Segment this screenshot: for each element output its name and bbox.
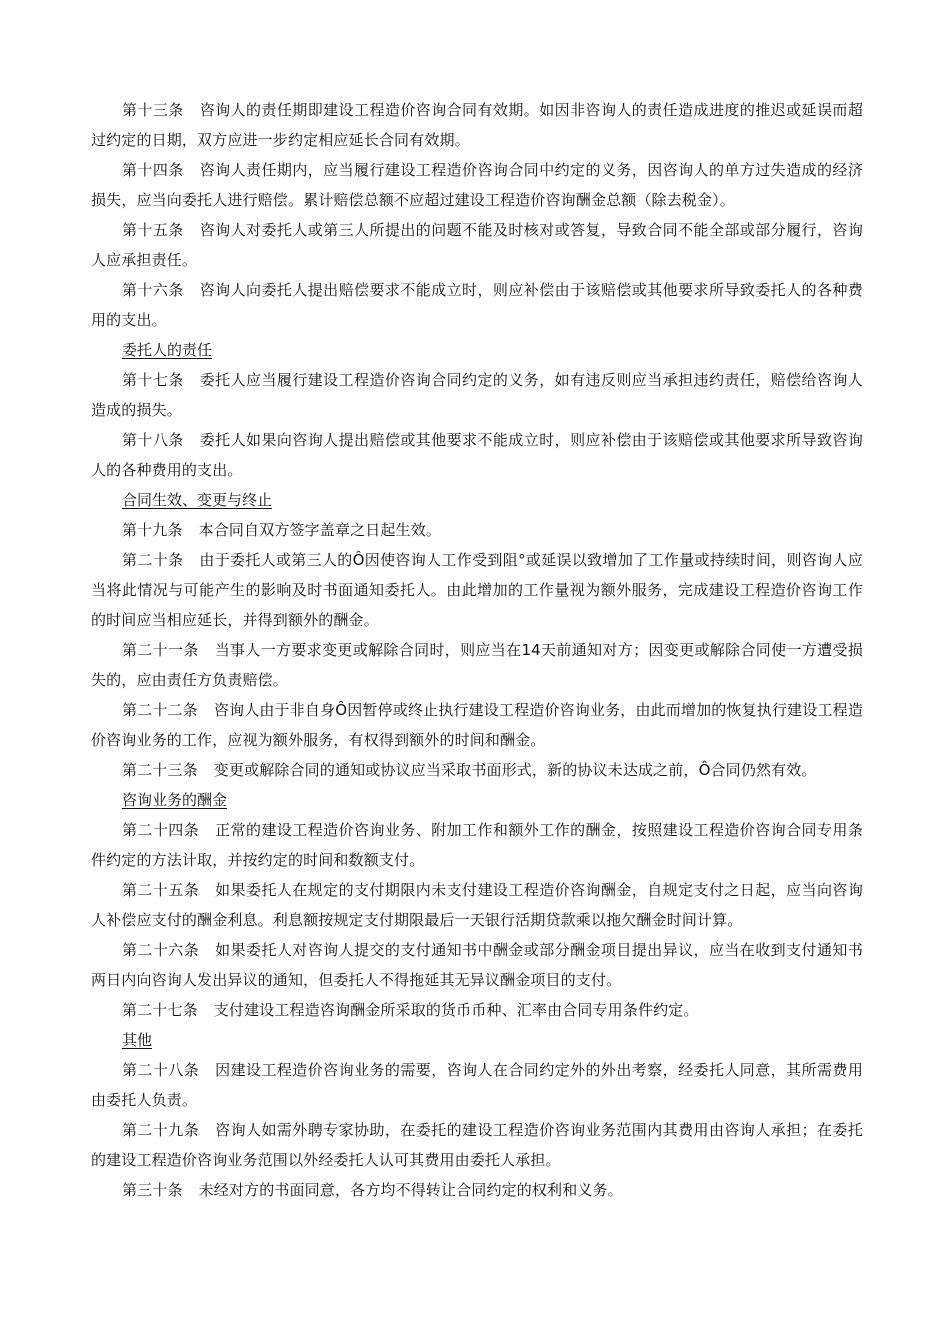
section-heading-text: 合同生效、变更与终止	[122, 491, 273, 509]
article-number: 第十九条	[122, 521, 183, 539]
article-text: 如果委托人在规定的支付期限内未支付建设工程造价咨询酬金，自规定支付之日起，应当向咨询人补偿应支付的酬金利息。利息额按规定支付期限最后一天银行活期贷款乘以拖欠酬金时间计算。	[91, 881, 863, 929]
article-number: 第二十九条	[122, 1121, 200, 1139]
article-text: 支付建设工程造咨询酬金所采取的货币币种、汇率由合同专用条件约定。	[213, 1001, 699, 1019]
article-text: 由于委托人或第三人的Ô因使咨询人工作受到阻°或延误以致增加了工作量或持续时间，则咨询人应当将此情况与可能产生的影响及时书面通知委托人。由此增加的工作量视为额外服务，完成建设工程造价咨询工作的时间应当相应延长，并得到额外的酬金。	[91, 551, 863, 629]
article-number: 第十四条	[122, 161, 184, 179]
article-text: 正常的建设工程造价咨询业务、附加工作和额外工作的酬金，按照建设工程造价咨询合同专用条件约定的方法计取，并按约定的时间和数额支付。	[91, 821, 863, 869]
article-30	[91, 1175, 863, 1205]
article-13	[91, 95, 863, 155]
article-21	[91, 635, 863, 695]
article-22	[91, 695, 863, 755]
section-heading-text: 委托人的责任	[122, 341, 213, 359]
article-number: 第十六条	[122, 281, 184, 299]
section-heading-consulting-fee	[91, 785, 863, 815]
section-heading-other	[91, 1025, 863, 1055]
article-number: 第二十五条	[122, 881, 200, 899]
article-text: 当事人一方要求变更或解除合同时，则应当在14天前通知对方；因变更或解除合同使一方遭受损失的，应由责任方负责赔偿。	[91, 641, 863, 689]
article-number: 第十五条	[122, 221, 184, 239]
article-number: 第十七条	[122, 371, 184, 389]
article-number: 第二十一条	[122, 641, 199, 659]
document-page	[91, 95, 863, 1205]
article-24	[91, 815, 863, 875]
article-19	[91, 515, 863, 545]
article-text: 咨询人由于非自身Ô因暂停或终止执行建设工程造价咨询业务，由此而增加的恢复执行建设工程造价咨询业务的工作，应视为额外服务，有权得到额外的时间和酬金。	[91, 701, 863, 749]
article-25	[91, 875, 863, 935]
article-23	[91, 755, 863, 785]
section-heading-text: 咨询业务的酬金	[122, 791, 228, 809]
article-text: 变更或解除合同的通知或协议应当采取书面形式，新的协议未达成之前，Ô合同仍然有效。	[213, 761, 817, 779]
article-18	[91, 425, 863, 485]
article-text: 咨询人的责任期即建设工程造价咨询合同有效期。如因非咨询人的责任造成进度的推迟或延误而超过约定的日期，双方应进一步约定相应延长合同有效期。	[91, 101, 863, 149]
article-text: 咨询人责任期内，应当履行建设工程造价咨询合同中约定的义务，因咨询人的单方过失造成的经济损失，应当向委托人进行赔偿。累计赔偿总额不应超过建设工程造价咨询酬金总额（除去税金）。	[91, 161, 863, 209]
section-heading-client-responsibility	[91, 335, 863, 365]
article-number: 第二十七条	[122, 1001, 198, 1019]
article-text: 咨询人如需外聘专家协助，在委托的建设工程造价咨询业务范围内其费用由咨询人承担；在委托的建设工程造价咨询业务范围以外经委托人认可其费用由委托人承担。	[91, 1121, 863, 1169]
article-16	[91, 275, 863, 335]
article-27	[91, 995, 863, 1025]
article-17	[91, 365, 863, 425]
article-number: 第二十八条	[122, 1061, 200, 1079]
article-20	[91, 545, 863, 635]
section-heading-text: 其他	[122, 1031, 153, 1049]
article-29	[91, 1115, 863, 1175]
article-number: 第二十四条	[122, 821, 200, 839]
article-text: 因建设工程造价咨询业务的需要，咨询人在合同约定外的外出考察，经委托人同意，其所需费用由委托人负责。	[91, 1061, 863, 1109]
article-15	[91, 215, 863, 275]
article-number: 第十八条	[122, 431, 184, 449]
article-number: 第三十条	[122, 1181, 183, 1199]
article-text: 咨询人对委托人或第三人所提出的问题不能及时核对或答复，导致合同不能全部或部分履行，咨询人应承担责任。	[91, 221, 863, 269]
article-28	[91, 1055, 863, 1115]
article-text: 咨询人向委托人提出赔偿要求不能成立时，则应补偿由于该赔偿或其他要求所导致委托人的各种费用的支出。	[91, 281, 863, 329]
article-text: 本合同自双方签字盖章之日起生效。	[198, 521, 442, 539]
section-heading-contract-effect	[91, 485, 863, 515]
article-text: 委托人应当履行建设工程造价咨询合同约定的义务，如有违反则应当承担违约责任，赔偿给咨询人造成的损失。	[91, 371, 863, 419]
article-number: 第二十六条	[122, 941, 200, 959]
article-text: 委托人如果向咨询人提出赔偿或其他要求不能成立时，则应补偿由于该赔偿或其他要求所导致咨询人的各种费用的支出。	[91, 431, 863, 479]
article-number: 第二十条	[122, 551, 184, 569]
article-14	[91, 155, 863, 215]
article-number: 第二十二条	[122, 701, 198, 719]
article-26	[91, 935, 863, 995]
article-number: 第十三条	[122, 101, 184, 119]
article-number: 第二十三条	[122, 761, 198, 779]
article-text: 如果委托人对咨询人提交的支付通知书中酬金或部分酬金项目提出异议，应当在收到支付通知书两日内向咨询人发出异议的通知，但委托人不得拖延其无异议酬金项目的支付。	[91, 941, 863, 989]
article-text: 未经对方的书面同意，各方均不得转让合同约定的权利和义务。	[198, 1181, 623, 1199]
